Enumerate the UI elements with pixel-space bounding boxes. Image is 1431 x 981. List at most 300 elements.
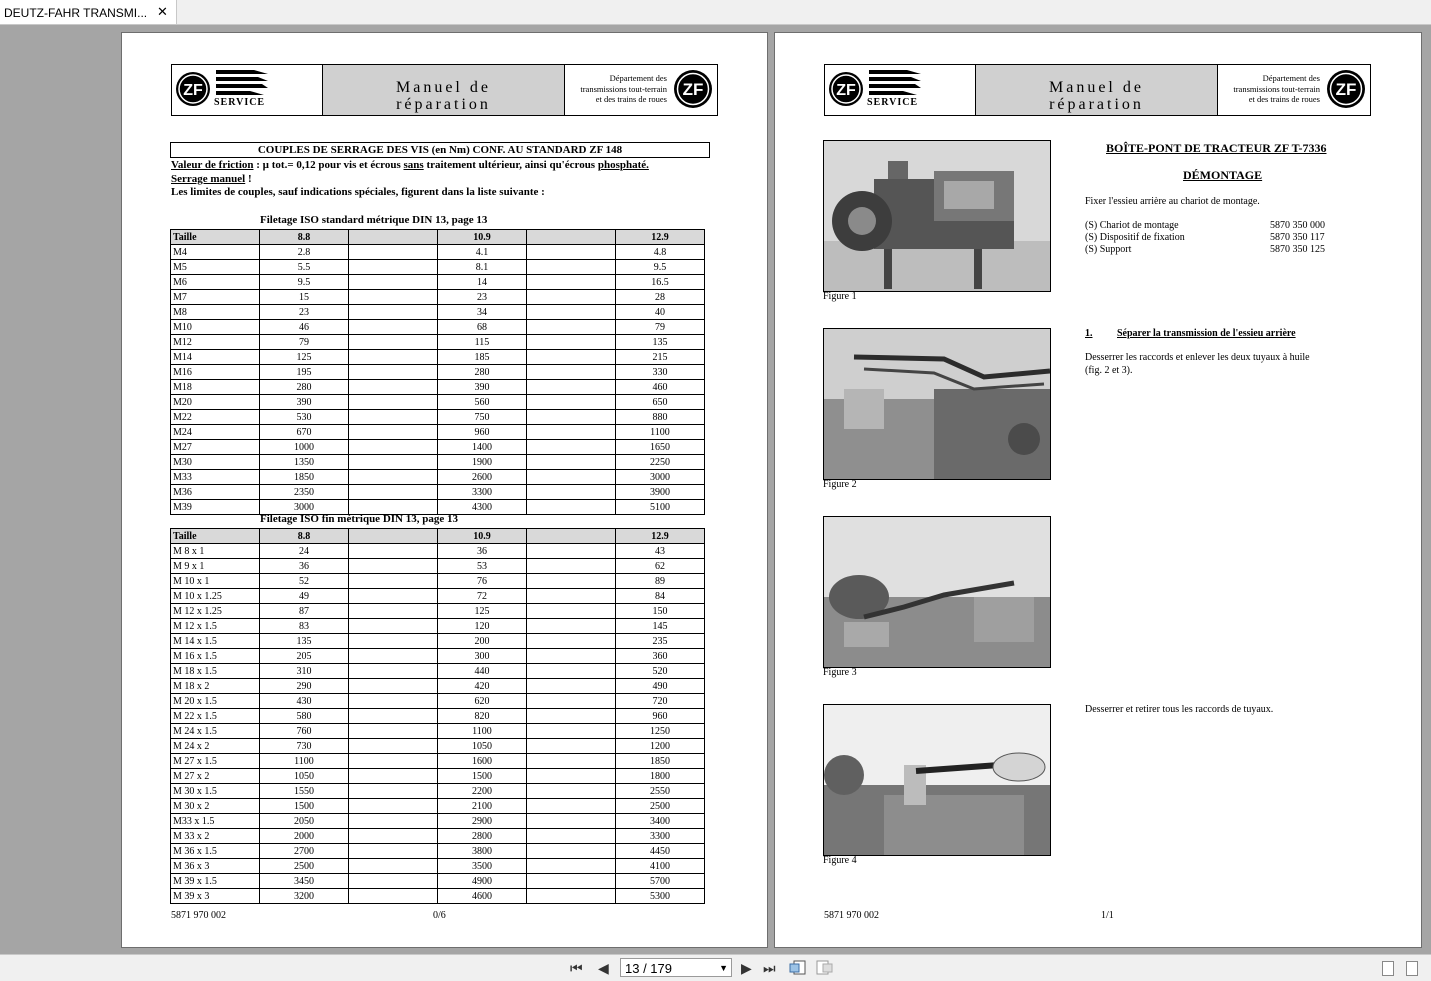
torque-cell — [349, 769, 438, 784]
logo-text: ZF — [183, 82, 203, 99]
torque-cell: 820 — [438, 709, 527, 724]
footer-page-number: 0/6 — [433, 910, 446, 921]
table-row — [171, 724, 705, 739]
torque-cell — [349, 245, 438, 260]
torque-cell: 84 — [616, 589, 705, 604]
column-header: 12.9 — [616, 230, 705, 245]
torque-cell — [349, 874, 438, 889]
torque-cell: 1200 — [616, 739, 705, 754]
table-row — [171, 739, 705, 754]
torque-cell — [527, 455, 616, 470]
torque-cell: 40 — [616, 305, 705, 320]
close-icon[interactable]: ✕ — [157, 4, 168, 19]
torque-cell — [349, 649, 438, 664]
size-cell: M14 — [171, 350, 260, 365]
torque-cell: 1100 — [438, 724, 527, 739]
go-forward-view-icon[interactable] — [815, 960, 833, 976]
page-number-input[interactable] — [620, 958, 732, 977]
logo-text-small: ZF — [682, 80, 704, 99]
table-row — [171, 574, 705, 589]
torque-cell — [349, 440, 438, 455]
torque-cell — [349, 619, 438, 634]
torque-cell — [527, 350, 616, 365]
torque-cell: 76 — [438, 574, 527, 589]
tool-2-code: 5870 350 117 — [1270, 232, 1325, 243]
size-cell: M7 — [171, 290, 260, 305]
column-header: Taille — [171, 230, 260, 245]
tool-2-name: (S) Dispositif de fixation — [1085, 232, 1185, 243]
torque-cell: 4.8 — [616, 245, 705, 260]
torque-cell — [349, 694, 438, 709]
torque-cell — [527, 365, 616, 380]
tool-1-name: (S) Chariot de montage — [1085, 220, 1179, 231]
torque-cell: 1000 — [260, 440, 349, 455]
torque-cell: 24 — [260, 544, 349, 559]
continuous-view-icon[interactable] — [1406, 961, 1418, 976]
torque-cell — [349, 799, 438, 814]
dept-line2: transmissions tout-terrain — [580, 83, 667, 94]
size-cell: M 30 x 2 — [171, 799, 260, 814]
torque-cell: 310 — [260, 664, 349, 679]
tool-1-code: 5870 350 000 — [1270, 220, 1325, 231]
table-row — [171, 589, 705, 604]
torque-cell: 3900 — [616, 485, 705, 500]
torque-cell: 1350 — [260, 455, 349, 470]
document-tab[interactable] — [0, 0, 177, 24]
table-row — [171, 305, 705, 320]
torque-cell: 280 — [260, 380, 349, 395]
torque-cell — [527, 335, 616, 350]
go-back-view-icon[interactable] — [789, 960, 807, 976]
torque-cell: 280 — [438, 365, 527, 380]
torque-cell — [527, 440, 616, 455]
torque-cell: 2600 — [438, 470, 527, 485]
size-cell: M16 — [171, 365, 260, 380]
torque-cell: 4100 — [616, 859, 705, 874]
single-page-view-icon[interactable] — [1382, 961, 1394, 976]
torque-cell: 390 — [438, 380, 527, 395]
torque-cell: 880 — [616, 410, 705, 425]
torque-cell — [349, 844, 438, 859]
torque-cell: 150 — [616, 604, 705, 619]
header-title-line1: Manuel de — [396, 79, 491, 96]
table-header-row — [171, 230, 705, 245]
torque-cell: 9.5 — [616, 260, 705, 275]
next-page-icon[interactable]: ▶ — [741, 960, 752, 976]
table-row — [171, 754, 705, 769]
torque-cell — [527, 889, 616, 904]
torque-cell — [349, 275, 438, 290]
size-cell: M 39 x 3 — [171, 889, 260, 904]
table-row — [171, 814, 705, 829]
torque-cell — [349, 829, 438, 844]
torque-cell — [527, 320, 616, 335]
table-row — [171, 260, 705, 275]
torque-cell — [349, 320, 438, 335]
department-text — [1210, 73, 1320, 105]
torque-cell: 2800 — [438, 829, 527, 844]
previous-page-icon[interactable]: ◀ — [598, 960, 609, 976]
torque-cell: 145 — [616, 619, 705, 634]
torque-cell: 43 — [616, 544, 705, 559]
torque-cell: 185 — [438, 350, 527, 365]
torque-cell: 83 — [260, 619, 349, 634]
torque-cell: 1500 — [260, 799, 349, 814]
header-department — [566, 65, 717, 115]
table-row — [171, 335, 705, 350]
torque-cell — [527, 305, 616, 320]
size-cell: M 18 x 2 — [171, 679, 260, 694]
torque-cell: 34 — [438, 305, 527, 320]
torque-cell — [349, 634, 438, 649]
size-cell: M10 — [171, 320, 260, 335]
table-row — [171, 679, 705, 694]
size-cell: M 12 x 1.25 — [171, 604, 260, 619]
header-title-line2: réparation — [396, 96, 491, 113]
torque-cell — [527, 754, 616, 769]
size-cell: M 10 x 1.25 — [171, 589, 260, 604]
table-row — [171, 874, 705, 889]
torque-cell: 52 — [260, 574, 349, 589]
torque-cell: 125 — [438, 604, 527, 619]
size-cell: M 30 x 1.5 — [171, 784, 260, 799]
torque-cell — [527, 544, 616, 559]
column-header — [349, 529, 438, 544]
size-cell: M27 — [171, 440, 260, 455]
size-cell: M6 — [171, 275, 260, 290]
torque-cell: 4300 — [438, 500, 527, 515]
torque-cell — [527, 799, 616, 814]
torque-cell: 215 — [616, 350, 705, 365]
torque-cell — [527, 410, 616, 425]
intro-line-3: Les limites de couples, sauf indications spéciales, figurent dans la liste suivante : — [171, 186, 545, 198]
size-cell: M 27 x 2 — [171, 769, 260, 784]
chevron-down-icon[interactable]: ▼ — [719, 963, 728, 973]
torque-cell: 730 — [260, 739, 349, 754]
torque-cell: 3300 — [616, 829, 705, 844]
torque-cell: 87 — [260, 604, 349, 619]
torque-cell: 62 — [616, 559, 705, 574]
dept-line1: Département des — [1262, 73, 1320, 83]
footer-page-number: 1/1 — [1101, 910, 1114, 921]
torque-cell: 23 — [438, 290, 527, 305]
torque-cell — [527, 664, 616, 679]
torque-cell — [349, 290, 438, 305]
torque-cell — [527, 290, 616, 305]
torque-cell — [349, 559, 438, 574]
torque-table-title: COUPLES DE SERRAGE DES VIS (en Nm) CONF. AU STANDARD ZF 148 — [170, 142, 710, 158]
torque-cell — [349, 679, 438, 694]
torque-cell — [527, 709, 616, 724]
torque-cell: 580 — [260, 709, 349, 724]
table-row — [171, 769, 705, 784]
header-title — [976, 65, 1218, 115]
torque-cell: 36 — [438, 544, 527, 559]
torque-cell: 3300 — [438, 485, 527, 500]
table-row — [171, 544, 705, 559]
torque-cell — [527, 859, 616, 874]
torque-cell: 2000 — [260, 829, 349, 844]
torque-cell: 530 — [260, 410, 349, 425]
table-row — [171, 829, 705, 844]
torque-cell: 1800 — [616, 769, 705, 784]
speed-lines-icon — [867, 68, 923, 98]
torque-cell: 2350 — [260, 485, 349, 500]
size-cell: M33 x 1.5 — [171, 814, 260, 829]
torque-cell — [349, 455, 438, 470]
figure-3-photo — [823, 516, 1051, 668]
first-page-icon[interactable]: ⏮ — [570, 960, 583, 976]
size-cell: M12 — [171, 335, 260, 350]
torque-cell: 440 — [438, 664, 527, 679]
torque-cell — [527, 260, 616, 275]
torque-cell — [527, 395, 616, 410]
document-title: BOÎTE-PONT DE TRACTEUR ZF T-7336 — [1106, 141, 1327, 155]
table-row — [171, 799, 705, 814]
torque-cell — [349, 410, 438, 425]
torque-cell — [349, 470, 438, 485]
table-row — [171, 859, 705, 874]
subheading-fine: Filetage ISO fin métrique DIN 13, page 13 — [260, 513, 458, 525]
torque-cell: 2250 — [616, 455, 705, 470]
torque-cell: 4900 — [438, 874, 527, 889]
torque-cell — [349, 889, 438, 904]
torque-cell: 2100 — [438, 799, 527, 814]
torque-cell — [527, 574, 616, 589]
torque-cell: 1900 — [438, 455, 527, 470]
logo-text-small: ZF — [1335, 80, 1357, 99]
column-header: 10.9 — [438, 230, 527, 245]
torque-cell — [527, 724, 616, 739]
torque-cell: 1250 — [616, 724, 705, 739]
torque-cell: 125 — [260, 350, 349, 365]
intro-line-2: Serrage manuel ! — [171, 173, 252, 185]
size-cell: M 27 x 1.5 — [171, 754, 260, 769]
torque-cell: 1400 — [438, 440, 527, 455]
zf-logo-icon — [828, 71, 864, 107]
torque-cell: 46 — [260, 320, 349, 335]
table-row — [171, 470, 705, 485]
size-cell: M 24 x 1.5 — [171, 724, 260, 739]
torque-cell — [527, 589, 616, 604]
wrench-image — [824, 705, 1050, 855]
table-row — [171, 440, 705, 455]
torque-cell: 1650 — [616, 440, 705, 455]
torque-cell: 4600 — [438, 889, 527, 904]
intro-line-1: Valeur de friction : µ tot.= 0,12 pour vis et écrous sans traitement ultérieur, ainsi qu'écrous phosphaté. — [171, 159, 649, 171]
torque-cell — [349, 709, 438, 724]
torque-cell: 16.5 — [616, 275, 705, 290]
figure-3-caption: Figure 3 — [823, 667, 857, 678]
torque-cell — [349, 859, 438, 874]
torque-cell — [527, 470, 616, 485]
table-row — [171, 320, 705, 335]
table-row — [171, 604, 705, 619]
torque-cell: 115 — [438, 335, 527, 350]
size-cell: M36 — [171, 485, 260, 500]
torque-cell: 9.5 — [260, 275, 349, 290]
torque-cell — [527, 245, 616, 260]
torque-cell: 2500 — [616, 799, 705, 814]
size-cell: M 12 x 1.5 — [171, 619, 260, 634]
torque-cell: 200 — [438, 634, 527, 649]
torque-cell — [527, 425, 616, 440]
size-cell: M22 — [171, 410, 260, 425]
size-cell: M39 — [171, 500, 260, 515]
torque-cell: 560 — [438, 395, 527, 410]
subheading-standard: Filetage ISO standard métrique DIN 13, page 13 — [260, 214, 488, 226]
torque-cell: 1850 — [260, 470, 349, 485]
torque-cell — [527, 814, 616, 829]
size-cell: M 18 x 1.5 — [171, 664, 260, 679]
table-row — [171, 844, 705, 859]
zf-logo-icon — [175, 71, 211, 107]
tab-title: DEUTZ-FAHR TRANSMI... — [4, 6, 148, 20]
table-row — [171, 365, 705, 380]
fittings-instruction: Desserrer et retirer tous les raccords de tuyaux. — [1085, 704, 1274, 715]
torque-cell: 460 — [616, 380, 705, 395]
torque-cell — [349, 544, 438, 559]
figure-4-caption: Figure 4 — [823, 855, 857, 866]
size-cell: M 33 x 2 — [171, 829, 260, 844]
torque-cell — [527, 604, 616, 619]
pipe-removal-image — [824, 517, 1050, 667]
torque-cell: 5.5 — [260, 260, 349, 275]
torque-cell: 960 — [438, 425, 527, 440]
size-cell: M 14 x 1.5 — [171, 634, 260, 649]
size-cell: M 36 x 3 — [171, 859, 260, 874]
torque-cell — [527, 844, 616, 859]
table-row — [171, 889, 705, 904]
figure-2-caption: Figure 2 — [823, 479, 857, 490]
torque-cell: 1100 — [260, 754, 349, 769]
torque-cell — [349, 260, 438, 275]
table-row — [171, 634, 705, 649]
torque-cell: 430 — [260, 694, 349, 709]
torque-cell — [349, 380, 438, 395]
torque-cell: 3200 — [260, 889, 349, 904]
table-row — [171, 395, 705, 410]
torque-cell: 390 — [260, 395, 349, 410]
size-cell: M4 — [171, 245, 260, 260]
torque-cell: 53 — [438, 559, 527, 574]
torque-cell: 120 — [438, 619, 527, 634]
torque-cell: 3500 — [438, 859, 527, 874]
size-cell: M 10 x 1 — [171, 574, 260, 589]
torque-cell: 79 — [260, 335, 349, 350]
table-row — [171, 245, 705, 260]
torque-cell: 620 — [438, 694, 527, 709]
table-row — [171, 455, 705, 470]
torque-cell: 2200 — [438, 784, 527, 799]
torque-cell: 3000 — [616, 470, 705, 485]
table-row — [171, 485, 705, 500]
torque-cell — [527, 485, 616, 500]
torque-cell: 15 — [260, 290, 349, 305]
torque-cell: 28 — [616, 290, 705, 305]
table-row — [171, 784, 705, 799]
dept-line3: et des trains de roues — [1248, 94, 1320, 104]
footer-code: 5871 970 002 — [824, 910, 879, 921]
footer-code: 5871 970 002 — [171, 910, 226, 921]
torque-cell: 5700 — [616, 874, 705, 889]
torque-cell: 135 — [260, 634, 349, 649]
pdf-page-right — [774, 32, 1422, 948]
header-title-line2: réparation — [1049, 96, 1144, 113]
torque-cell — [527, 769, 616, 784]
torque-cell: 195 — [260, 365, 349, 380]
torque-cell — [527, 649, 616, 664]
torque-cell: 1850 — [616, 754, 705, 769]
table-row — [171, 290, 705, 305]
column-header — [527, 529, 616, 544]
torque-cell — [527, 874, 616, 889]
torque-cell — [349, 814, 438, 829]
torque-table-standard — [170, 229, 705, 515]
torque-cell — [527, 739, 616, 754]
torque-cell — [349, 485, 438, 500]
column-header: 12.9 — [616, 529, 705, 544]
page-header — [824, 64, 1371, 116]
torque-cell: 49 — [260, 589, 349, 604]
department-text — [557, 73, 667, 105]
torque-cell: 3450 — [260, 874, 349, 889]
torque-cell — [527, 634, 616, 649]
torque-cell — [349, 305, 438, 320]
zf-logo-small-icon — [673, 69, 713, 109]
torque-cell — [527, 275, 616, 290]
dept-line1: Département des — [609, 73, 667, 83]
logo-text: ZF — [836, 82, 856, 99]
mounting-instruction: Fixer l'essieu arrière au chariot de montage. — [1085, 196, 1260, 207]
torque-cell: 2700 — [260, 844, 349, 859]
page-header — [171, 64, 718, 116]
figure-1-caption: Figure 1 — [823, 291, 857, 302]
last-page-icon[interactable]: ⏭ — [763, 960, 776, 976]
size-cell: M 20 x 1.5 — [171, 694, 260, 709]
torque-cell: 8.1 — [438, 260, 527, 275]
torque-table-fine — [170, 528, 705, 904]
size-cell: M 36 x 1.5 — [171, 844, 260, 859]
column-header: Taille — [171, 529, 260, 544]
torque-cell: 490 — [616, 679, 705, 694]
table-row — [171, 380, 705, 395]
figure-4-photo — [823, 704, 1051, 856]
torque-cell: 1550 — [260, 784, 349, 799]
service-label: SERVICE — [214, 97, 266, 108]
tab-bar — [0, 0, 1431, 25]
torque-cell — [349, 395, 438, 410]
size-cell: M5 — [171, 260, 260, 275]
torque-cell — [349, 604, 438, 619]
tool-3-name: (S) Support — [1085, 244, 1132, 255]
column-header — [349, 230, 438, 245]
table-row — [171, 709, 705, 724]
torque-cell: 205 — [260, 649, 349, 664]
size-cell: M33 — [171, 470, 260, 485]
step-text-line2: (fig. 2 et 3). — [1085, 365, 1133, 376]
size-cell: M18 — [171, 380, 260, 395]
section-heading: DÉMONTAGE — [1183, 168, 1263, 182]
table-row — [171, 619, 705, 634]
torque-cell: 2500 — [260, 859, 349, 874]
torque-cell: 68 — [438, 320, 527, 335]
torque-cell: 2.8 — [260, 245, 349, 260]
torque-cell — [527, 559, 616, 574]
torque-cell: 2900 — [438, 814, 527, 829]
torque-cell: 1500 — [438, 769, 527, 784]
dept-line3: et des trains de roues — [595, 94, 667, 104]
